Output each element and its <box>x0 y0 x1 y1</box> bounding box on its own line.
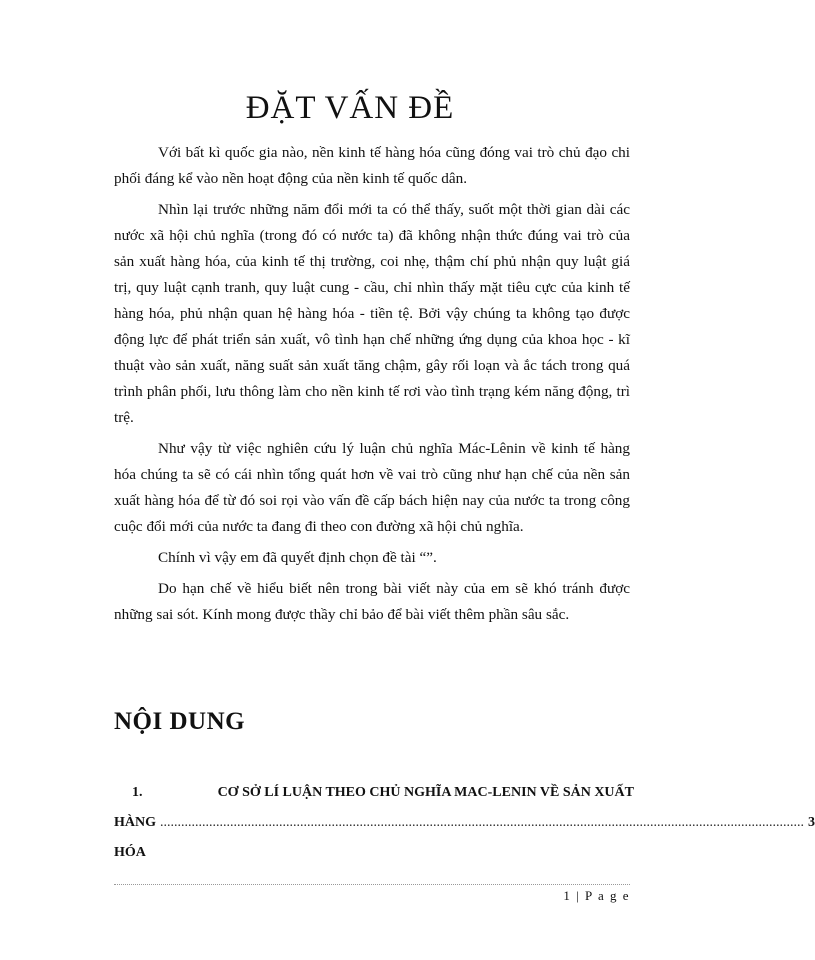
toc-page-number: 3 <box>808 815 815 830</box>
paragraph-2: Nhìn lại trước những năm đổi mới ta có thể thấy, suốt một thời gian dài các nước xã hội chủ nghĩa (trong đó có nước ta) đã không nhận thức đúng vai trò của sản xuất hàng hóa, của kinh tế thị trường, coi nhẹ, thậm chí phủ nhận quy luật giá trị, quy luật cạnh tranh, quy luật cung - cầu, chỉ nhìn thấy mặt tiêu cực của kinh tế hàng hóa, phủ nhận quan hệ hàng hóa - tiền tệ. Bởi vậy chúng ta không tạo được động lực để phát triển sản xuất, vô tình hạn chế những ứng dụng của khoa học - kĩ thuật vào sản xuất, năng suất sản xuất tăng chậm, gây rối loạn và ắc tách trong quá trình phân phối, lưu thông làm cho nền kinh tế rơi vào tình trạng kém năng động, trì trệ. <box>114 201 630 426</box>
toc-leader-dots: ........................................................................................................................................................................................ <box>160 815 804 830</box>
page-footer: 1 | P a g e <box>563 888 630 903</box>
section-heading: NỘI DUNG <box>114 708 246 735</box>
toc-number: 1. <box>132 785 143 800</box>
paragraph-1: Với bất kì quốc gia nào, nền kinh tế hàng hóa cũng đóng vai trò chủ đạo chi phối đáng kể vào nền hoạt động của nền kinh tế quốc dân. <box>114 144 630 187</box>
paragraph-4: Chính vì vậy em đã quyết định chọn đề tài “”. <box>158 549 437 566</box>
page-title: ĐẶT VẤN ĐỀ <box>245 90 455 126</box>
toc-title-line2: HÀNG HÓA <box>114 815 156 860</box>
paragraph-5: Do hạn chế về hiểu biết nên trong bài viết này của em sẽ khó tránh được những sai sót. Kính mong được thầy chỉ bảo để bài viết thêm phần sâu sắc. <box>114 580 630 623</box>
toc-entry[interactable] <box>114 778 815 868</box>
toc-line-1 <box>114 778 634 808</box>
intro-body <box>114 140 630 628</box>
footer-divider <box>114 884 630 885</box>
paragraph-3: Như vậy từ việc nghiên cứu lý luận chủ nghĩa Mác-Lênin về kinh tế hàng hóa chúng ta sẽ có cái nhìn tổng quát hơn về vai trò cũng như hạn chế của nền sản xuất hàng hóa để từ đó soi rọi vào vấn đề cấp bách hiện nay của nước ta trong công cuộc đổi mới của nước ta đang đi theo con đường xã hội chủ nghĩa. <box>114 440 630 535</box>
toc-line-2 <box>114 808 815 868</box>
toc-title-line1: CƠ SỞ LÍ LUẬN THEO CHỦ NGHĨA MAC-LENIN VỀ SẢN XUẤT <box>217 785 634 800</box>
